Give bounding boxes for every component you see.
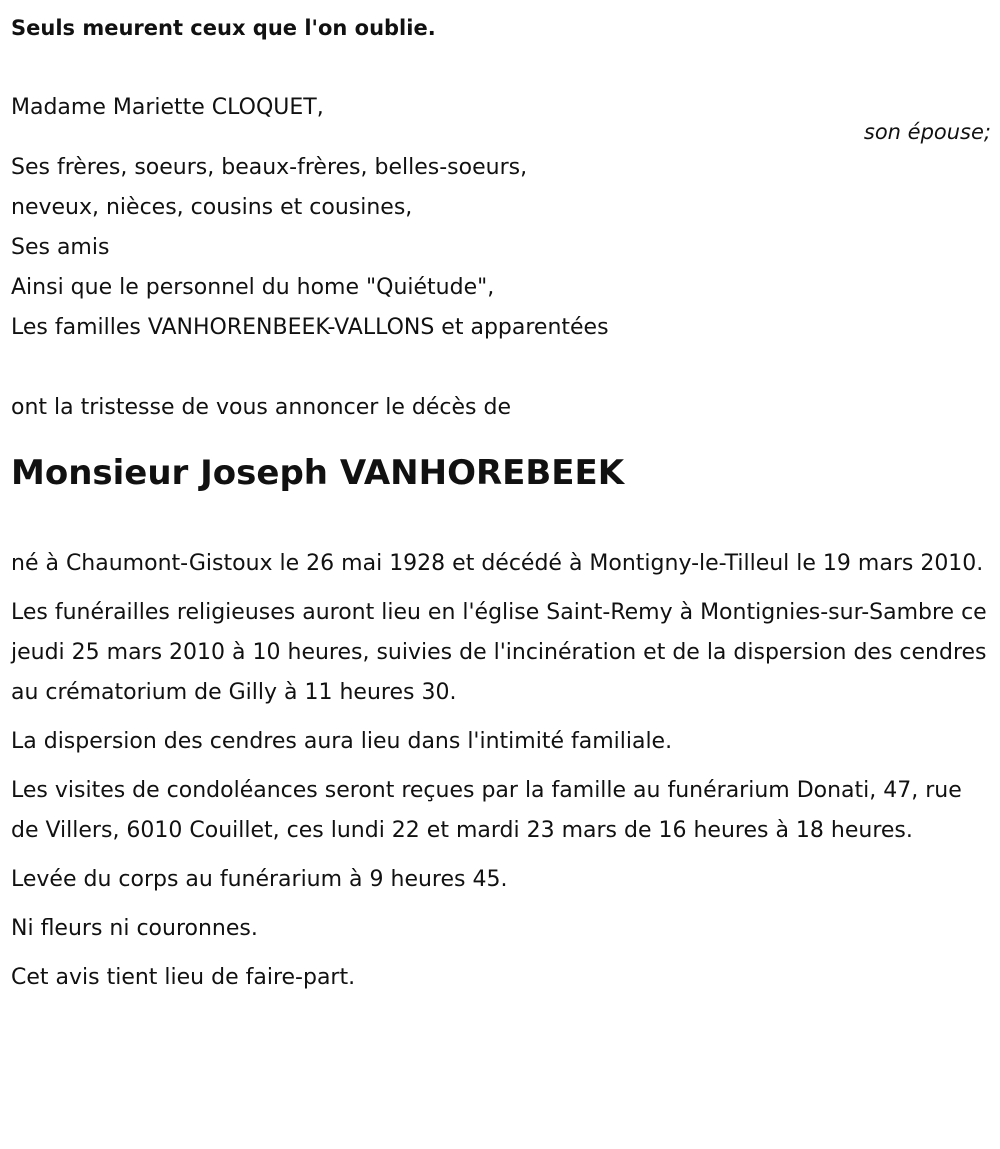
paragraph-birth-death: né à Chaumont-Gistoux le 26 mai 1928 et décédé à Montigny-le-Tilleul le 19 mars 2010. [11,551,984,576]
paragraph-funeral: Les funérailles religieuses auront lieu en l'église Saint-Remy à Montignies-sur-Sambre ce jeudi 25 mars 2010 à 10 heures, suivies de l'incinération et de la dispersion des cendres au crématorium de Gilly à 11 heures 30. [11,600,987,705]
paragraph-notice: Cet avis tient lieu de faire-part. [11,965,356,990]
obituary-notice [11,8,991,1007]
family-line: Ainsi que le personnel du home "Quiétude", [11,275,495,300]
spacer [11,48,991,88]
spacer [11,348,991,388]
deceased-name: Monsieur Joseph VANHOREBEEK [11,453,625,493]
paragraph-visits: Les visites de condoléances seront reçues par la famille au funérarium Donati, 47, rue de Villers, 6010 Couillet, ces lundi 22 et mardi 23 mars de 16 heures à 18 heures. [11,778,962,843]
motto: Seuls meurent ceux que l'on oublie. [11,16,436,40]
spouse-name: Madame Mariette CLOQUET, [11,95,324,120]
announcement: ont la tristesse de vous annoncer le décès de [11,395,512,420]
family-line: neveux, nièces, cousins et cousines, [11,195,413,220]
family-line: Les familles VANHORENBEEK-VALLONS et apparentées [11,315,609,340]
paragraph-flowers: Ni fleurs ni couronnes. [11,916,258,941]
paragraph-levee: Levée du corps au funérarium à 9 heures 45. [11,867,508,892]
family-line: Ses amis [11,235,110,260]
paragraph-dispersion: La dispersion des cendres aura lieu dans l'intimité familiale. [11,729,673,754]
spouse-role: son épouse; [863,120,991,144]
family-line: Ses frères, soeurs, beaux-frères, belles-soeurs, [11,155,528,180]
